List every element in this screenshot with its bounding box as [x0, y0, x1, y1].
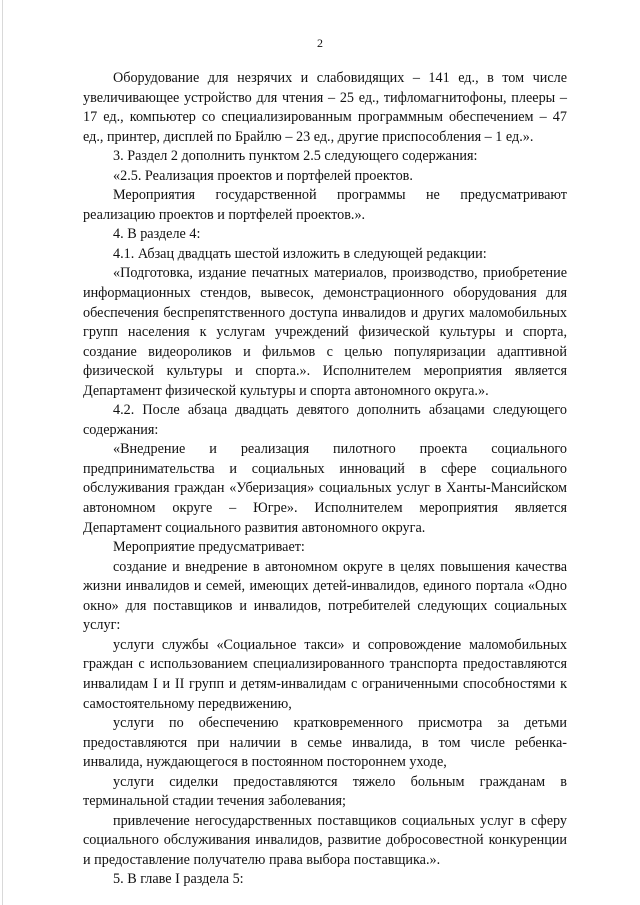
paragraph: Мероприятие предусматривает:	[113, 539, 305, 556]
page-number: 2	[317, 36, 323, 50]
paragraph: Мероприятия государственной программы не предусматривают реализацию проектов и портфелей проектов.».	[83, 187, 567, 223]
paragraph: создание и внедрение в автономном округе в целях повышения качества жизни инвалидов и семей, имеющих детей-инвалидов, единого портала «Одно окно» для поставщиков и инвалидов, потребителей следующих социальных услуг:	[83, 558, 567, 634]
paragraph: услуги сиделки предоставляются тяжело больным гражданам в терминальной стадии течения заболевания;	[83, 773, 567, 810]
scan-edge	[2, 0, 3, 905]
paragraph: 4.1. Абзац двадцать шестой изложить в следующей редакции:	[113, 245, 487, 262]
paragraph: услуги службы «Социальное такси» и сопровождение маломобильных граждан с использованием специализированного транспорта предоставляются инвалидам I и II групп и детям-инвалидам с ограниченными способностями к самостоятельному передвижению,	[83, 636, 567, 712]
paragraph: 4.2. После абзаца двадцать девятого дополнить абзацами следующего содержания:	[83, 402, 567, 438]
paragraph: услуги по обеспечению кратковременного присмотра за детьми предоставляются при наличии в семье инвалида, в том числе ребенка-инвалида, нуждающегося в постоянном постороннем уходе,	[83, 715, 567, 771]
paragraph: Оборудование для незрячих и слабовидящих – 141 ед., в том числе увеличивающее устройство для чтения – 25 ед., тифломагнитофоны, плееры – 17 ед., компьютер со специализированным программным обеспечением – 47 ед., принтер, дисплей по Брайлю – 23 ед., другие приспособления – 1 ед.».	[83, 70, 567, 145]
paragraph: 3. Раздел 2 дополнить пунктом 2.5 следующего содержания:	[113, 148, 478, 165]
paragraph: привлечение негосударственных поставщиков социальных услуг в сферу социального обслуживания инвалидов, развитие добросовестной конкуренции и предоставление получателю права выбора поставщика.».	[83, 812, 567, 868]
paragraph: «Подготовка, издание печатных материалов, производство, приобретение информационных стендов, вывесок, демонстрационного оборудования для обеспечения беспрепятственного доступа инвалидов и других маломобильных групп населения к услугам учреждений физической культуры и спорта, создание видеороликов и фильмов с целью популяризации адаптивной физической культуры и спорта.». Исполнителем мероприятия является Департамент физической культуры и спорта автономного округа.».	[83, 265, 567, 399]
document-body	[83, 69, 567, 890]
paragraph: «2.5. Реализация проектов и портфелей проектов.	[113, 167, 413, 184]
paragraph: «Внедрение и реализация пилотного проекта социального предпринимательства и социальных инноваций в сфере социального обслуживания граждан «Уберизация» социальных услуг в Ханты-Мансийском автономном округе – Югре». Исполнителем мероприятия является Департамент социального развития автономного округа.	[83, 441, 567, 536]
paragraph: 4. В разделе 4:	[113, 226, 201, 243]
paragraph: 5. В главе I раздела 5:	[113, 871, 244, 888]
